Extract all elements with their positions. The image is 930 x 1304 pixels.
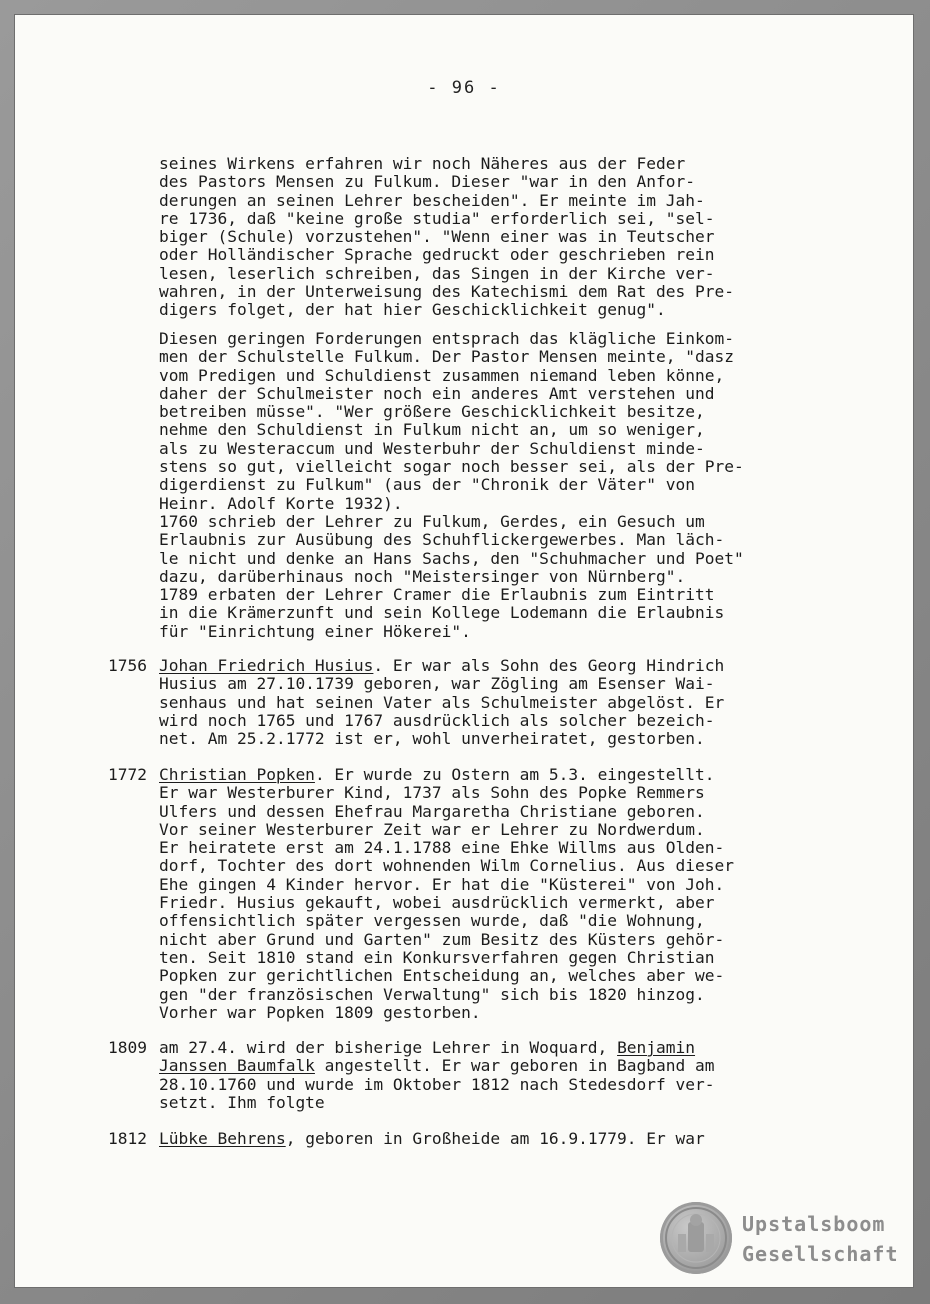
entry-year: 1772	[108, 765, 147, 784]
logo-line-1: Upstalsboom	[742, 1212, 886, 1236]
entry-pre: am 27.4. wird der bisherige Lehrer in Woquard,	[159, 1038, 618, 1057]
entry-name: Johan Friedrich Husius	[159, 656, 374, 675]
entry-body	[159, 657, 839, 748]
entry-body	[159, 766, 839, 1022]
entry-name-first: Benjamin	[617, 1038, 696, 1057]
entry-body	[159, 1039, 839, 1112]
entry-name: Christian Popken	[159, 765, 315, 784]
entry-text: . Er wurde zu Ostern am 5.3. eingestellt. Er war Westerburer Kind, 1737 als Sohn des Popke Remmers Ulfers und dessen Ehefrau Margaretha Christiane geboren. Vor seiner Westerburer Zeit war er Lehrer zu Nordwerdum. Er heiratete erst am 24.1.1788 eine Ehke Willms aus Olden- dorf, Tochter des dort wohnenden Wilm Cornelius. Aus dieser Ehe gingen 4 Kinder hervor. Er hat die "Küsterei" von Joh. Friedr. Husius gekauft, wobei ausdrücklich vermerkt, aber offensichtlich später vergessen wurde, daß "die Wohnung, nicht aber Grund und Garten" zum Besitz des Küsters gehör- ten. Seit 1810 stand ein Konkursverfahren gegen Christian Popken zur gerichtlichen Entscheidung an, welches aber we- gen "der französischen Verwaltung" sich bis 1820 hinzog. Vorher war Popken 1809 gestorben.	[159, 765, 734, 1022]
entry-body	[159, 1130, 839, 1148]
document-page	[14, 14, 914, 1288]
paragraph-2: Diesen geringen Forderungen entsprach das klägliche Einkom- men der Schulstelle Fulkum. Der Pastor Mensen meinte, "dasz vom Predigen und Schuldienst zusammen niemand leben könne, daher der Schulmeister noch ein anderes Amt verstehen und betreiben müsse". "Wer größere Geschicklichkeit besitze, nehme den Schuldienst in Fulkum nicht an, um so weniger, als zu Westeraccum und Westerbuhr der Schuldienst minde- stens so gut, vielleicht sogar noch besser sei, als der Pre- digerdienst zu Fulkum" (aus der "Chronik der Väter" von Heinr. Adolf Korte 1932). 1760 schrieb der Lehrer zu Fulkum, Gerdes, ein Gesuch um Erlaubnis zur Ausübung des Schuhflickergewerbes. Man läch- le nicht und denke an Hans Sachs, den "Schuhmacher und Poet" dazu, darüberhinaus noch "Meistersinger von Nürnberg". 1789 erbaten der Lehrer Cramer die Erlaubnis zum Eintritt in die Krämerzunft und sein Kollege Lodemann die Erlaubnis für "Einrichtung einer Hökerei".	[159, 329, 744, 641]
seal-icon	[660, 1202, 732, 1274]
society-logo	[660, 1202, 910, 1282]
entry-text: . Er war als Sohn des Georg Hindrich Husius am 27.10.1739 geboren, war Zögling am Esenser Wai- senhaus und hat seinen Vater als Schulmeister abgelöst. Er wird noch 1765 und 1767 ausdrücklich als solcher bezeich- net. Am 25.2.1772 ist er, wohl unverheiratet, gestorben.	[159, 656, 725, 749]
paragraph-1: seines Wirkens erfahren wir noch Näheres aus der Feder des Pastors Mensen zu Fulkum. Dieser "war in den Anfor- derungen an seinen Lehrer bescheiden". Er meinte im Jah- re 1736, daß "keine große studia" erforderlich sei, "sel- biger (Schule) vorzustehen". "Wenn einer was in Teutscher oder Holländischer Sprache gedruckt oder geschrieben rein lesen, leserlich schreiben, das Singen in der Kirche ver- wahren, in der Unterweisung des Katechismi dem Rat des Pre- digers folget, der hat hier Geschicklichkeit genug".	[159, 154, 734, 320]
logo-line-2: Gesellschaft	[742, 1242, 899, 1266]
entry-year: 1756	[108, 656, 147, 675]
entry-year: 1809	[108, 1038, 147, 1057]
entry-name: Lübke Behrens	[159, 1129, 286, 1148]
entry-text: angestellt. Er war geboren in Bagband am 28.10.1760 und wurde im Oktober 1812 nach Stedesdorf ver- setzt. Ihm folgte	[159, 1056, 715, 1112]
entry-year: 1812	[108, 1129, 147, 1148]
entry-text: , geboren in Großheide am 16.9.1779. Er war	[285, 1129, 705, 1148]
entry-name-second: Janssen Baumfalk	[159, 1056, 315, 1076]
page-number: - 96 -	[427, 78, 501, 98]
